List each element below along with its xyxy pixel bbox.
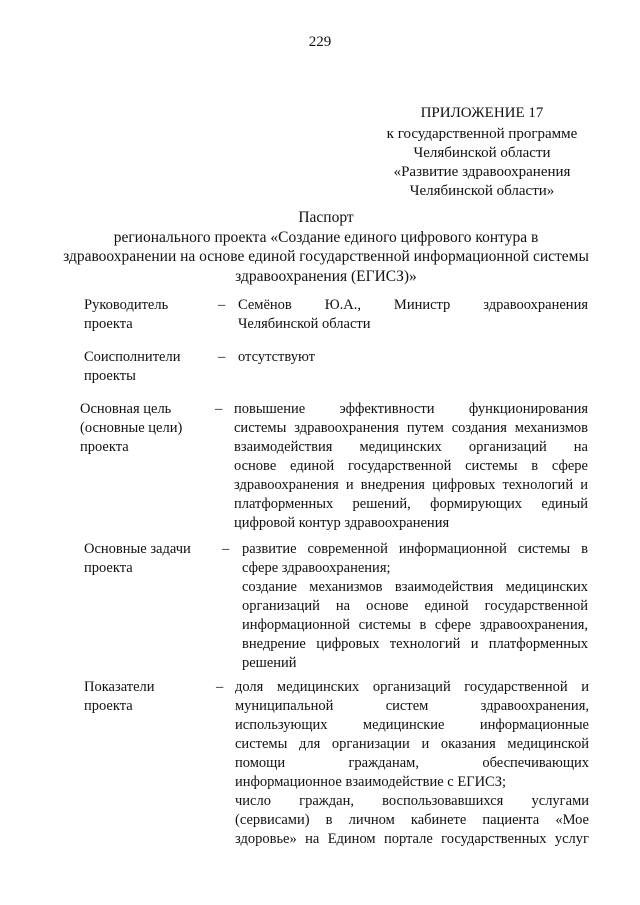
value-line: цифровой контур здравоохранения — [234, 515, 450, 531]
row-label — [80, 400, 210, 457]
value-line: развитие современной информационной системы в — [242, 541, 588, 557]
value-line: повышение эффективности функционирования — [234, 401, 588, 417]
value-line: сфере здравоохранения; — [242, 560, 391, 576]
dash-separator: – — [216, 679, 224, 695]
passport-title: Паспорт — [298, 209, 354, 226]
passport-subtitle-line: регионального проекта «Создание единого цифрового контура в — [113, 228, 539, 246]
dash-separator: – — [222, 541, 230, 557]
dash-separator: – — [215, 401, 223, 417]
value-line: создание механизмов взаимодействия медицинских — [242, 579, 588, 595]
row-value — [238, 348, 588, 367]
appendix-line: Челябинской области» — [409, 183, 555, 199]
label-line: проекта — [84, 316, 133, 332]
value-line: информационное взаимодействие с ЕГИСЗ; — [235, 774, 507, 790]
value-line: Челябинской области — [238, 316, 371, 332]
value-line: помощи гражданам, обеспечивающих — [235, 755, 589, 771]
value-line: основе единой государственной системы в сфере — [234, 458, 588, 474]
value-line: системы здравоохранения путем создания механизмов — [234, 420, 588, 436]
value-line: здоровье» на Едином портале государственных услуг — [235, 831, 589, 847]
label-line: Основные задачи — [84, 541, 191, 557]
appendix-line: Челябинской области — [413, 145, 551, 161]
value-line: отсутствуют — [238, 349, 315, 365]
value-line: использующих медицинские информационные — [235, 717, 589, 733]
row-label — [84, 678, 214, 716]
value-line: Семёнов Ю.А., Министр здравоохранения — [238, 297, 588, 313]
row-label — [84, 540, 214, 578]
passport-subtitle-line: здравоохранения (ЕГИСЗ)» — [235, 267, 417, 285]
row-value — [235, 678, 589, 849]
appendix-line: «Развитие здравоохранения — [393, 164, 571, 180]
value-line: решений — [242, 655, 297, 671]
appendix-title: ПРИЛОЖЕНИЕ 17 — [420, 105, 544, 121]
row-value — [238, 296, 588, 334]
label-line: проекта — [80, 439, 129, 455]
label-line: Руководитель — [84, 297, 169, 313]
label-line: проекта — [84, 698, 133, 714]
value-line: информационной системы в сфере здравоохранения, — [242, 617, 588, 633]
dash-separator: – — [218, 297, 226, 313]
label-line: проекта — [84, 560, 133, 576]
value-line: организаций на основе единой государственной — [242, 598, 588, 614]
label-line: Основная цель — [80, 401, 172, 417]
value-line: системы для организации и оказания медицинской — [235, 736, 589, 752]
label-line: (основные цели) — [80, 420, 183, 436]
value-line: внедрение цифровых технологий и платформенных — [242, 636, 588, 652]
passport-subtitle-line: здравоохранении на основе единой государственной информационной системы — [63, 248, 589, 265]
row-value — [234, 400, 588, 533]
label-line: Показатели — [84, 679, 155, 695]
value-line: доля медицинских организаций государственной и — [235, 679, 589, 695]
value-line: платформенных решений, формирующих единый — [234, 496, 588, 512]
row-value — [242, 540, 588, 673]
dash-separator: – — [218, 349, 226, 365]
label-line: Соисполнители — [84, 349, 181, 365]
appendix-line: к государственной программе — [386, 126, 578, 142]
value-line: муниципальной систем здравоохранения, — [235, 698, 589, 714]
page-number: 229 — [308, 34, 332, 50]
value-line: здравоохранения и внедрения цифровых технологий и — [234, 477, 588, 493]
row-label — [84, 296, 214, 334]
value-line: (сервисами) в личном кабинете пациента «Мое — [235, 812, 589, 828]
value-line: взаимодействия медицинских организаций на — [234, 439, 588, 455]
label-line: проекты — [84, 368, 136, 384]
row-label — [84, 348, 214, 386]
value-line: число граждан, воспользовавшихся услугами — [235, 793, 589, 809]
